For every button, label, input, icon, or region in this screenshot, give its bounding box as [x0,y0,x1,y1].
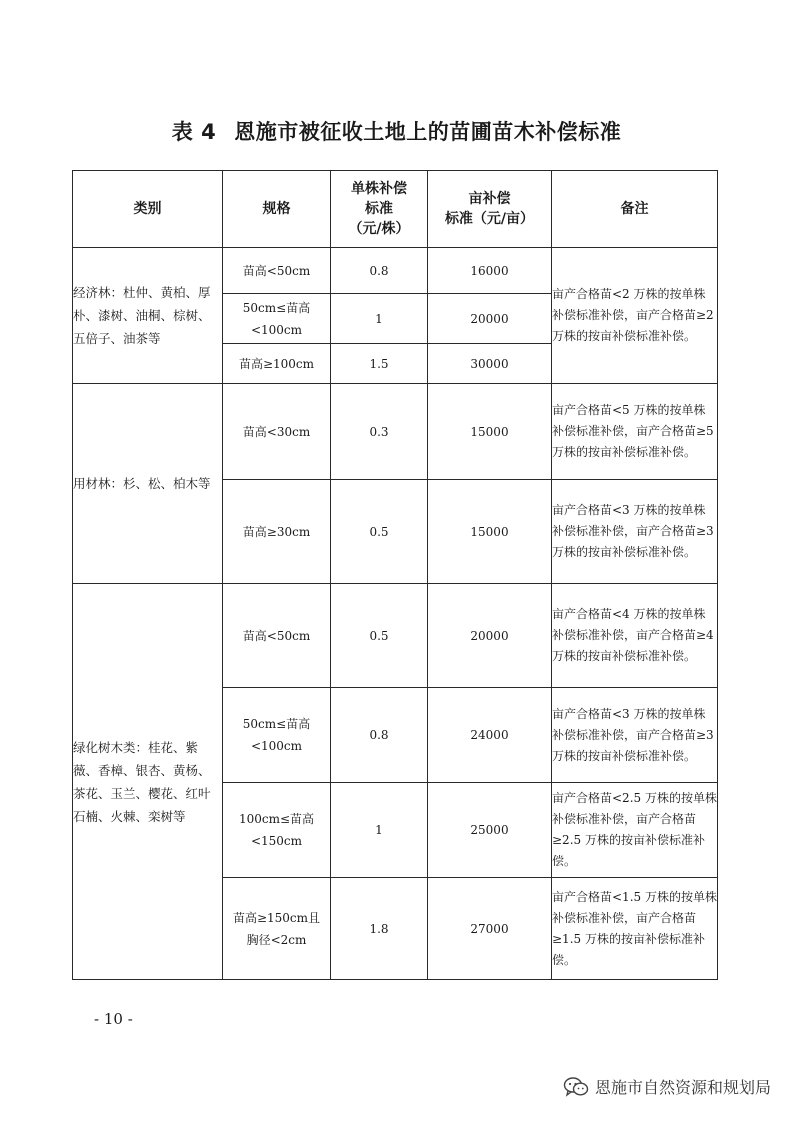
header-row [73,171,718,248]
per-mu-cell: 20000 [428,584,552,688]
per-plant-cell: 0.5 [331,480,428,584]
watermark [563,1075,771,1098]
spec-cell: 苗高≥100cm [223,344,331,384]
per-plant-cell: 1.8 [331,878,428,980]
header-per-plant: 单株补偿 标准 （元/株） [331,171,428,248]
spec-cell: 50cm≤苗高 <100cm [223,688,331,783]
per-mu-cell: 24000 [428,688,552,783]
header-category: 类别 [73,171,223,248]
note-cell: 亩产合格苗<5 万株的按单株补偿标准补偿，亩产合格苗≥5 万株的按亩补偿标准补偿。 [552,384,718,480]
spec-cell: 苗高≥150cm且 胸径<2cm [223,878,331,980]
spec-cell: 100cm≤苗高 <150cm [223,783,331,878]
per-mu-cell: 20000 [428,294,552,344]
per-plant-cell: 0.5 [331,584,428,688]
spec-cell: 苗高<30cm [223,384,331,480]
per-plant-cell: 1 [331,294,428,344]
category-cell-greening: 绿化树木类：桂花、紫薇、香樟、银杏、黄杨、茶花、玉兰、樱花、红叶石楠、火棘、栾树等 [73,584,223,980]
table-number: 表 4 [171,120,217,144]
note-cell: 亩产合格苗<1.5 万株的按单株补偿标准补偿，亩产合格苗≥1.5 万株的按亩补偿标准补偿。 [552,878,718,980]
per-plant-cell: 1 [331,783,428,878]
category-cell-economic: 经济林：杜仲、黄柏、厚朴、漆树、油桐、棕树、五倍子、油茶等 [73,248,223,384]
header-per-mu: 亩补偿 标准（元/亩） [428,171,552,248]
per-mu-cell: 15000 [428,480,552,584]
note-cell: 亩产合格苗<2.5 万株的按单株补偿标准补偿，亩产合格苗≥2.5 万株的按亩补偿标准补偿。 [552,783,718,878]
page-number: - 10 - [94,1010,133,1028]
watermark-text: 恩施市自然资源和规划局 [594,1078,771,1097]
spec-cell: 苗高≥30cm [223,480,331,584]
per-mu-cell: 15000 [428,384,552,480]
per-plant-cell: 0.3 [331,384,428,480]
table-title-text: 恩施市被征收土地上的苗圃苗木补偿标准 [234,120,622,144]
category-cell-timber: 用材林：杉、松、柏木等 [73,384,223,584]
note-cell: 亩产合格苗<3 万株的按单株补偿标准补偿，亩产合格苗≥3 万株的按亩补偿标准补偿。 [552,480,718,584]
header-note: 备注 [552,171,718,248]
per-mu-cell: 16000 [428,248,552,294]
page-title [0,116,793,146]
header-spec: 规格 [223,171,331,248]
note-cell: 亩产合格苗<4 万株的按单株补偿标准补偿，亩产合格苗≥4 万株的按亩补偿标准补偿。 [552,584,718,688]
table-row [73,384,718,480]
per-plant-cell: 0.8 [331,688,428,783]
per-mu-cell: 27000 [428,878,552,980]
spec-cell: 50cm≤苗高 <100cm [223,294,331,344]
per-mu-cell: 25000 [428,783,552,878]
note-cell: 亩产合格苗<2 万株的按单株补偿标准补偿，亩产合格苗≥2 万株的按亩补偿标准补偿。 [552,248,718,384]
compensation-table [72,170,718,980]
note-cell: 亩产合格苗<3 万株的按单株补偿标准补偿，亩产合格苗≥3 万株的按亩补偿标准补偿。 [552,688,718,783]
per-plant-cell: 0.8 [331,248,428,294]
table-row [73,584,718,688]
spec-cell: 苗高<50cm [223,248,331,294]
wechat-icon [563,1076,589,1098]
spec-cell: 苗高<50cm [223,584,331,688]
table-row [73,248,718,294]
per-plant-cell: 1.5 [331,344,428,384]
per-mu-cell: 30000 [428,344,552,384]
